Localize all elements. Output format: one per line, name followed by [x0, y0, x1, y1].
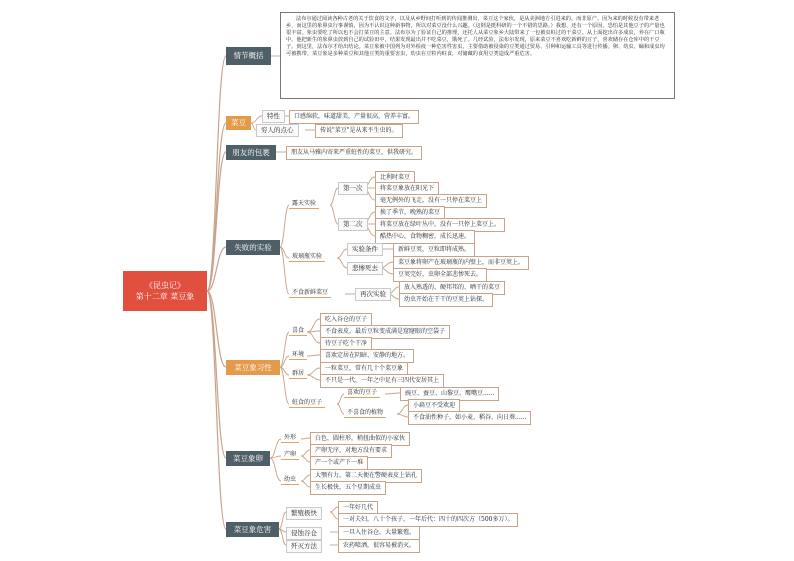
rapid-breeding-item[interactable]: 一对夫妇，八十个孩子，一年后代：四十的四次方（500多万）。	[338, 513, 518, 527]
habit-food-item[interactable]: 吃入谷仓的豆子	[320, 313, 372, 327]
connector	[385, 393, 400, 394]
connector	[280, 367, 289, 404]
connector	[397, 405, 408, 414]
liked-beans-text[interactable]: 豌豆、蚕豆、山黎豆、鹰嘴豆......	[400, 387, 499, 401]
elimination-method-text[interactable]: 农药喷洒，很容易被消灭。	[338, 539, 420, 553]
connector	[301, 456, 310, 462]
habit-eaten-beans[interactable]: 蛀食的豆子	[289, 399, 325, 408]
topic-friend-parcel[interactable]: 朋友的包裹	[226, 145, 276, 160]
topic-harm[interactable]: 菜豆象危害	[226, 522, 279, 537]
connector	[307, 375, 320, 380]
egg-shape-text[interactable]: 白色，圆柱形，稍扭曲似的小家伙	[310, 432, 410, 446]
topic-failed-experiment[interactable]: 失败的实验	[226, 240, 280, 255]
first-trial-item[interactable]: 将菜豆象放在阳光下	[375, 182, 439, 196]
topic-egg[interactable]: 菜豆象卵	[226, 451, 270, 466]
second-trial-item[interactable]: 换了季节，晚熟的菜豆	[375, 206, 445, 220]
connector	[207, 123, 226, 291]
egg-shape[interactable]: 外形	[281, 434, 299, 443]
connector	[301, 450, 310, 456]
larva-item[interactable]: 大颚有力，第二天便在警硬表皮上钻孔	[310, 469, 422, 483]
habit-group[interactable]: 群居	[289, 370, 307, 379]
friend-parcel-text[interactable]: 朋友从马雅内寄来严重蛀性的菜豆，供我研究。	[286, 146, 422, 160]
connector	[397, 414, 408, 417]
connector	[330, 188, 338, 205]
connector	[280, 247, 289, 294]
connector	[207, 56, 226, 291]
connector	[280, 205, 289, 247]
connector	[330, 507, 338, 512]
habit-group-item[interactable]: 一粒菜豆，常有几十个菜豆象	[320, 362, 408, 376]
connector	[301, 481, 310, 487]
larva-item[interactable]: 生长极快，五个星期成虫	[310, 481, 386, 495]
granary-invasion[interactable]: 侵蚀谷仓	[286, 527, 322, 540]
caidou-feature-text[interactable]: 口感绵软，味道甜美，产量很高，营养丰富。	[289, 110, 419, 124]
habit-group-item[interactable]: 不只是一代，一年之中足有三四代安居其上	[320, 374, 444, 388]
liked-beans[interactable]: 喜欢的豆子	[344, 389, 380, 398]
disliked-plants-item[interactable]: 小扁豆不受欢迎	[408, 399, 460, 413]
glass-bottle-experiment[interactable]: 玻璃瓶实验	[289, 253, 325, 262]
habit-environment-text[interactable]: 喜欢定居在阴暗、安静的地方。	[320, 349, 414, 363]
caidou-snack-text[interactable]: 传说"菜豆"是从来不生虫的。	[315, 124, 403, 138]
egg-laying[interactable]: 产卵	[281, 451, 299, 460]
connector	[307, 319, 320, 332]
no-fresh-beans[interactable]: 不食新鲜菜豆	[289, 289, 331, 298]
root-subtitle: 第十二章 菜豆象	[135, 291, 195, 301]
egg-laying-item[interactable]: 产卵无序，对地方没有要求	[310, 444, 392, 458]
connector	[337, 404, 344, 414]
plot-summary-text: 法布尔通过阅读各种古老的关于饮食的文字，以及从乡野间打听到的传闻推测出，菜豆这个家伙，是从美洲地方引进来的。而非原产。因为来的时候没有带来老乡，而这里的象鼻虫行事谨慎，因为不认识这种新事物，所以对菜豆没什么兴趣。（这倒是挺科研的一个不错的思路。）我想，还有一个原因，恐怕是其他豆子的产量也很丰富。象虫要吃了所以也不会打菜豆的主意。法布尔为了验证自己的推理，还托人从菜豆象乡大陆带来了一包被虫蛀过的干菜豆。从上面挖出许多成虫，养在广口瓶中。他把新生的象鼻虫放到自己的试验田中，结果发现最出并不吃菜豆，饿死了。几经试验，法布尔发现，原来菜豆不喜欢吃新鲜的豆子，喜欢储存在仓库中的干豆子。到这里，法布尔才给出结论。菜豆象被中国列为对外检疫一种危害性害虫，主要借助被侵染的豆类通过贸易、引种和运输工具等进行传播。卵、幼虫、蛹和成虫均可被携带。菜豆象是多种菜豆和其他豆类的重要害虫，幼虫在豆粒内蛀食，对储藏的食用豆类造成严重危害。	[280, 12, 675, 99]
connector	[307, 368, 320, 375]
connector	[270, 439, 281, 458]
tragic-death-item[interactable]: 菜豆象将卵产在玻璃瓶的内壁上，而非豆荚上。	[393, 256, 529, 270]
connector	[337, 394, 344, 404]
repeat-experiment-item[interactable]: 放入熟透的、硬邦邦的、晒干的菜豆	[399, 281, 505, 295]
connector	[307, 332, 320, 343]
tragic-death[interactable]: 悲惨死去	[347, 262, 383, 275]
larva[interactable]: 幼虫	[281, 476, 299, 485]
topic-habits[interactable]: 菜豆象习性	[226, 360, 280, 375]
rapid-breeding-item[interactable]: 一年好几代	[338, 501, 378, 515]
connector	[301, 475, 310, 481]
first-trial-item[interactable]: 比利时菜豆	[375, 171, 415, 185]
second-trial-item[interactable]: 将菜豆放在绿叶丛中，没有一只停上菜豆上。	[375, 218, 505, 232]
disliked-plants-item[interactable]: 不食油性种子，如小麦、稻谷、向日葵......	[408, 411, 531, 425]
disliked-plants[interactable]: 不喜食的植物	[344, 409, 386, 418]
elimination-method[interactable]: 歼灭方法	[286, 540, 322, 553]
habit-environment[interactable]: 环境	[289, 351, 307, 360]
habit-food[interactable]: 喜食	[289, 327, 307, 336]
second-trial[interactable]: 第二次	[338, 218, 368, 231]
connector	[330, 512, 338, 519]
tragic-death-item[interactable]: 豆荚完好，虫卵全部悲惨死去。	[393, 268, 487, 282]
connector	[301, 438, 310, 439]
open-air-experiment[interactable]: 露天实验	[289, 200, 319, 209]
caidou-feature-label[interactable]: 特性	[262, 110, 285, 123]
topic-plot[interactable]: 情节概括	[226, 47, 271, 65]
connector	[270, 458, 281, 481]
granary-invasion-text[interactable]: 一旦入住谷仓，大量繁殖。	[338, 526, 420, 540]
connector	[337, 249, 347, 258]
second-trial-item[interactable]: 酷热中心，食物稠密，成长迅速。	[375, 230, 475, 244]
habit-food-item[interactable]: 待豆子吃个干净	[320, 337, 372, 351]
experiment-condition[interactable]: 实验条件	[347, 243, 383, 256]
egg-laying-item[interactable]: 产一个或产下一堆	[310, 456, 368, 470]
topic-caidou[interactable]: 菜豆	[226, 116, 251, 130]
connector	[207, 291, 226, 458]
connector	[330, 205, 338, 224]
connector	[337, 258, 347, 268]
caidou-snack-label[interactable]: 穷人的点心	[256, 124, 299, 137]
repeat-experiment[interactable]: 再次实验	[355, 288, 391, 301]
repeat-experiment-item[interactable]: 幼虫开始在干干的豆荚上钻探。	[399, 293, 493, 307]
root-node[interactable]	[123, 271, 207, 311]
habit-food-item[interactable]: 不食表皮，最后豆粒变成满是窟窿眼的空袋子	[320, 325, 450, 339]
experiment-condition-text[interactable]: 新鲜豆荚，豆粒即将成熟。	[393, 243, 475, 257]
root-title: 《昆虫记》	[145, 280, 185, 290]
first-trial-item[interactable]: 毫无例外的飞走，没有一只停在菜豆上	[375, 194, 487, 208]
rapid-breeding[interactable]: 繁殖极快	[286, 507, 322, 520]
connector	[307, 355, 320, 356]
connector	[251, 116, 262, 123]
connector	[279, 512, 286, 529]
first-trial[interactable]: 第一次	[338, 182, 368, 195]
